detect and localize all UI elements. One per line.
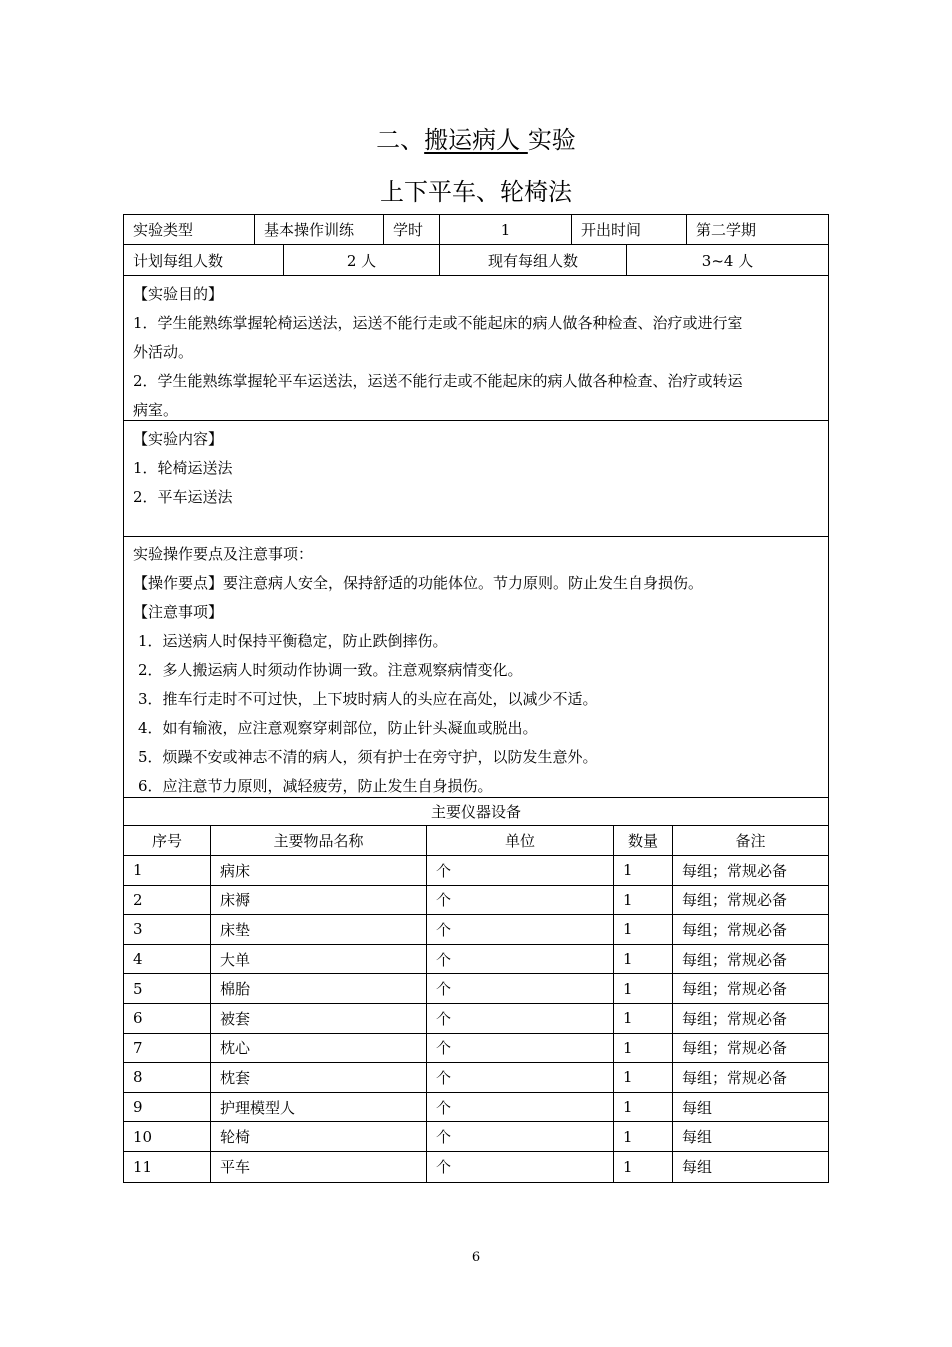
info-row-2 — [124, 245, 828, 276]
content-item: 1．轮椅运送法 — [133, 459, 233, 477]
table-row — [124, 886, 828, 916]
row-qty: 1 — [614, 915, 673, 944]
row-remark: 每组；常规必备 — [682, 891, 788, 910]
row-index: 4 — [124, 945, 211, 974]
row-index: 7 — [124, 1034, 211, 1063]
hours-label: 学时 — [384, 215, 440, 244]
row-name: 平车 — [211, 1152, 427, 1182]
row-unit: 个 — [427, 1034, 614, 1063]
caution-item: 2．多人搬运病人时须动作协调一致。注意观察病情变化。 — [138, 661, 523, 679]
row-index: 5 — [124, 974, 211, 1003]
table-row — [124, 1122, 828, 1152]
page-title — [0, 120, 952, 155]
equipment-title-row — [124, 798, 828, 826]
row-unit: 个 — [427, 856, 614, 885]
row-remark: 每组；常规必备 — [682, 1068, 788, 1087]
col-header-unit: 单位 — [427, 826, 614, 855]
row-unit: 个 — [427, 1093, 614, 1122]
row-name: 床垫 — [211, 915, 427, 944]
col-header-name: 主要物品名称 — [211, 826, 427, 855]
table-row — [124, 915, 828, 945]
row-unit: 个 — [427, 886, 614, 915]
row-index: 10 — [124, 1122, 211, 1151]
hours-value: 1 — [440, 215, 572, 244]
table-row — [124, 1093, 828, 1123]
row-index: 9 — [124, 1093, 211, 1122]
row-unit: 个 — [427, 945, 614, 974]
row-index: 3 — [124, 915, 211, 944]
row-remark: 每组；常规必备 — [682, 950, 788, 969]
caution-item: 5．烦躁不安或神志不清的病人，须有护士在旁守护，以防发生意外。 — [138, 748, 598, 766]
row-name: 大单 — [211, 945, 427, 974]
row-remark: 每组；常规必备 — [682, 980, 788, 999]
page-subtitle: 上下平车、轮椅法 — [380, 178, 572, 206]
row-name: 轮椅 — [211, 1122, 427, 1151]
col-header-index: 序号 — [124, 826, 211, 855]
title-prefix: 二、 — [376, 126, 425, 154]
row-qty: 1 — [614, 856, 673, 885]
row-name: 病床 — [211, 856, 427, 885]
col-header-qty: 数量 — [614, 826, 673, 855]
planned-value: 2 人 — [284, 245, 440, 275]
row-qty: 1 — [614, 1034, 673, 1063]
page-number: 6 — [471, 1250, 481, 1265]
row-remark: 每组 — [682, 1098, 713, 1117]
row-name: 枕心 — [211, 1034, 427, 1063]
purpose-section — [124, 276, 828, 421]
row-qty: 1 — [614, 1093, 673, 1122]
row-qty: 1 — [614, 1152, 673, 1182]
caution-item: 4．如有输液，应注意观察穿刺部位，防止针头凝血或脱出。 — [138, 719, 538, 737]
row-index: 6 — [124, 1004, 211, 1033]
col-header-remark: 备注 — [735, 832, 766, 850]
row-qty: 1 — [614, 886, 673, 915]
row-qty: 1 — [614, 974, 673, 1003]
row-name: 棉胎 — [211, 974, 427, 1003]
equipment-header-row — [124, 826, 828, 856]
experiment-table — [123, 214, 829, 1183]
equipment-body — [124, 856, 828, 1182]
row-remark: 每组 — [682, 1158, 713, 1177]
row-qty: 1 — [614, 1122, 673, 1151]
row-qty: 1 — [614, 1063, 673, 1092]
row-name: 护理模型人 — [211, 1093, 427, 1122]
row-qty: 1 — [614, 1004, 673, 1033]
current-value: 3~4 人 — [701, 251, 754, 270]
row-remark: 每组；常规必备 — [682, 920, 788, 939]
table-row — [124, 1152, 828, 1182]
table-row — [124, 974, 828, 1004]
purpose-line: 病室。 — [133, 401, 179, 419]
equipment-title: 主要仪器设备 — [430, 803, 521, 821]
row-unit: 个 — [427, 915, 614, 944]
type-value: 基本操作训练 — [255, 215, 384, 244]
row-unit: 个 — [427, 1122, 614, 1151]
type-label: 实验类型 — [124, 215, 255, 244]
row-remark: 每组；常规必备 — [682, 1039, 788, 1058]
row-remark: 每组；常规必备 — [682, 1009, 788, 1028]
row-index: 8 — [124, 1063, 211, 1092]
row-name: 被套 — [211, 1004, 427, 1033]
row-unit: 个 — [427, 974, 614, 1003]
row-index: 2 — [124, 886, 211, 915]
row-unit: 个 — [427, 1152, 614, 1182]
row-unit: 个 — [427, 1063, 614, 1092]
table-row — [124, 1034, 828, 1064]
notes-intro: 实验操作要点及注意事项： — [133, 545, 314, 563]
term-label: 开出时间 — [572, 215, 687, 244]
row-unit: 个 — [427, 1004, 614, 1033]
row-qty: 1 — [614, 945, 673, 974]
content-section — [124, 421, 828, 537]
content-heading: 【实验内容】 — [133, 430, 224, 448]
notes-section — [124, 537, 828, 798]
caution-item: 3．推车行走时不可过快，上下坡时病人的头应在高处，以减少不适。 — [138, 690, 598, 708]
caution-item: 1．运送病人时保持平衡稳定，防止跌倒摔伤。 — [138, 632, 448, 650]
row-remark: 每组 — [682, 1128, 713, 1147]
info-row-1 — [124, 215, 828, 245]
row-remark: 每组；常规必备 — [682, 861, 788, 880]
table-row — [124, 1004, 828, 1034]
row-index: 1 — [124, 856, 211, 885]
purpose-line: 外活动。 — [133, 343, 194, 361]
planned-label: 计划每组人数 — [124, 245, 284, 275]
key-points: 【操作要点】要注意病人安全，保持舒适的功能体位。节力原则。防止发生自身损伤。 — [133, 574, 704, 592]
caution-item: 6．应注意节力原则，减轻疲劳，防止发生自身损伤。 — [138, 777, 493, 795]
cautions-heading: 【注意事项】 — [133, 603, 224, 621]
row-name: 枕套 — [211, 1063, 427, 1092]
current-label: 现有每组人数 — [440, 245, 627, 275]
row-name: 床褥 — [211, 886, 427, 915]
table-row — [124, 856, 828, 886]
title-suffix: 实验 — [527, 126, 576, 154]
table-row — [124, 1063, 828, 1093]
content-item: 2．平车运送法 — [133, 488, 233, 506]
purpose-line: 1．学生能熟练掌握轮椅运送法，运送不能行走或不能起床的病人做各种检查、治疗或进行室 — [133, 314, 743, 332]
purpose-line: 2．学生能熟练掌握轮平车运送法，运送不能行走或不能起床的病人做各种检查、治疗或转运 — [133, 372, 743, 390]
title-underlined: 搬运病人 — [424, 126, 528, 154]
table-row — [124, 945, 828, 975]
term-value: 第二学期 — [696, 221, 757, 239]
row-index: 11 — [124, 1152, 211, 1182]
purpose-heading: 【实验目的】 — [133, 285, 224, 303]
